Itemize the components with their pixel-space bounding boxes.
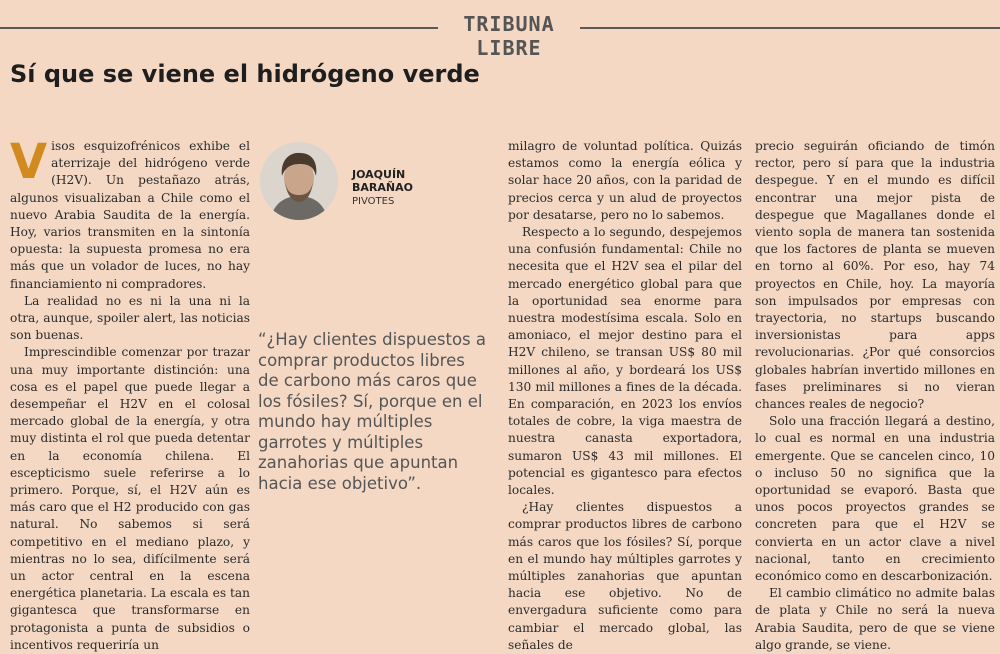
article-headline: Sí que se viene el hidrógeno verde xyxy=(10,60,480,88)
author-portrait-icon xyxy=(260,142,338,220)
section-label: TRIBUNA LIBRE xyxy=(463,12,555,60)
paragraph: precio seguirán oficiando de timón rector, pero sí para que la industria despegue. Y en el mundo es difícil encontrar una mejor pista de despegue que Magallanes donde el viento sopla de manera tan sostenida que los factores de planta se mueven en torno al 60%. Por eso, hay 74 proyectos en Chile, hoy. La mayoría son impulsados por empresas con trayectoria, no startups buscando inversionistas para apps revolucionarias. ¿Por qué consorcios globales habrían invertido millones en fases preliminares si no vieran chances reales de negocio? xyxy=(755,139,995,412)
paragraph: Respecto a lo segundo, despejemos una confusión fundamental: Chile no necesita que el H2V sea el pilar del mercado energético global para que la oportunidad sea enorme para nuestra modestísima escala. Solo en amoniaco, el mejor destino para el H2V chileno, se transan US$ 80 mil millones al año, y bordeará los US$ 130 mil millones a fines de la década. En comparación, en 2023 los envíos totales de cobre, la viga maestra de nuestra canasta exportadora, sumaron US$ 43 mil millones. El potencial es gigantesco para efectos locales. xyxy=(508,225,742,498)
paragraph: Solo una fracción llegará a destino, lo cual es normal en una industria emergente. Que se cancelen cinco, 10 o incluso 50 no significa que la oportunidad se evaporó. Basta que unos pocos proyectos grandes se concreten para que el H2V se convierta en un actor clave a nivel nacional, tanto en crecimiento económico como en descarbonización. xyxy=(755,414,995,584)
paragraph: El cambio climático no admite balas de plata y Chile no será la nueva Arabia Saudita, pero de que se viene algo grande, se viene. xyxy=(755,586,995,652)
pull-quote: “¿Hay clientes dispuestos a comprar productos libres de carbono más caros que los fósiles? Sí, porque en el mundo hay múltiples garrotes y múltiples zanahorias que apuntan hacia ese objetivo”. xyxy=(258,330,486,493)
paragraph: Imprescindible comenzar por trazar una muy importante distinción: una cosa es el papel que puede llegar a desempeñar el H2V en el colosal mercado global de la energía, y otra muy distinta el rol que pueda detentar en la economía chilena. El escepticismo suele referirse a lo primero. Porque, sí, el H2V aún es más caro que el H2 producido con gas natural. No sabemos si será competitivo en el mediano plazo, y mientras no lo sea, difícilmente será un actor central en la escena energética planetaria. La escala es tan gigantesca que transformarse en protagonista a punta de subsidios o incentivos requeriría un xyxy=(10,345,250,652)
drop-cap: V xyxy=(10,134,48,190)
paragraph: ¿Hay clientes dispuestos a comprar productos libres de carbono más caros que los fósiles? Sí, porque en el mundo hay múltiples garrotes y múltiples zanahorias que apuntan hacia ese objetivo. No de envergadura suficiente como para cambiar el mercado global, las señales de xyxy=(508,500,742,652)
paragraph: isos esquizofrénicos exhibe el aterrizaje del hidrógeno verde (H2V). Un pestañazo atrás, algunos visualizaban a Chile como el nuevo Arabia Saudita de la energía. Hoy, varios transmiten en la sintonía opuesta: la supuesta promesa no era más que un volador de luces, no hay financiamiento ni compradores. xyxy=(10,139,250,291)
author-name xyxy=(352,168,413,194)
section-rule-left xyxy=(0,27,438,29)
paragraph: milagro de voluntad política. Quizás estamos como la energía eólica y solar hace 20 años, con la paridad de precios cerca y un alud de proyectos por desatarse, pero no lo sabemos. xyxy=(508,139,742,222)
author-photo xyxy=(260,142,338,220)
article-column-4 xyxy=(755,138,995,654)
column-name: PIVOTES xyxy=(352,196,395,207)
section-rule-right xyxy=(580,27,1000,29)
article-column-1 xyxy=(10,134,250,654)
article-column-3 xyxy=(508,138,742,654)
author-byline xyxy=(260,142,500,222)
author-last-name: BARAÑAO xyxy=(352,181,413,194)
paragraph: La realidad no es ni la una ni la otra, aunque, spoiler alert, las noticias son buenas. xyxy=(10,293,250,343)
section-header xyxy=(0,10,1000,60)
author-first-name: JOAQUÍN xyxy=(352,168,406,181)
